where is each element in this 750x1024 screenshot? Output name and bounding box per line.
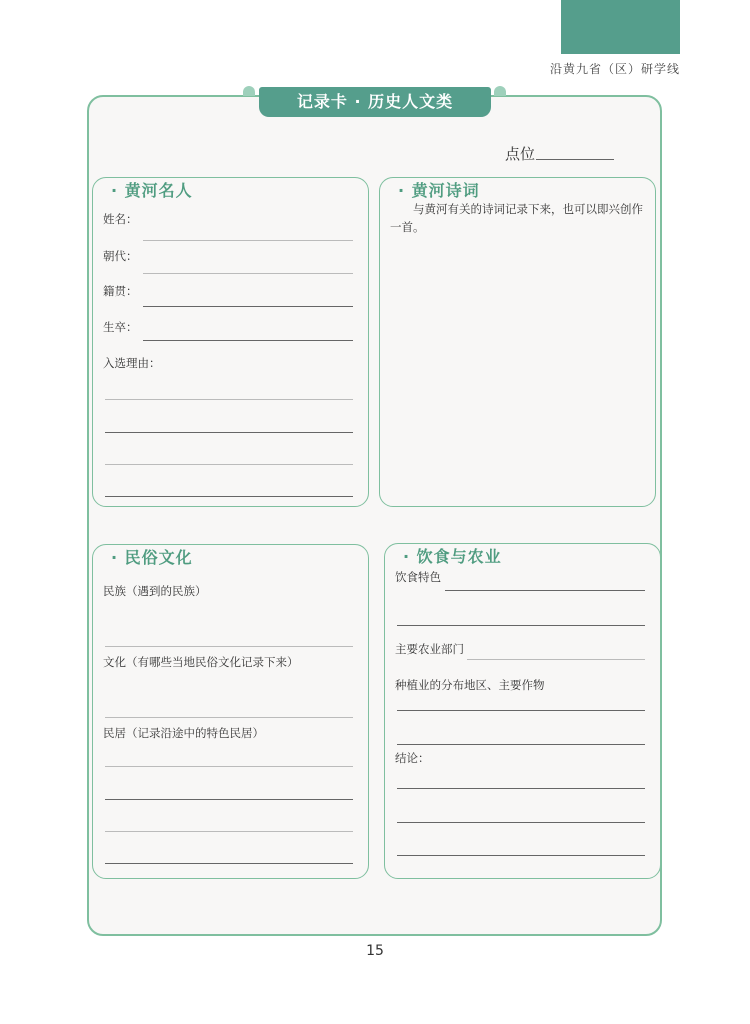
name-label: 姓名： xyxy=(103,212,138,226)
poetry-title: · 黄河诗词 xyxy=(398,181,480,200)
life-label: 生卒： xyxy=(103,320,138,334)
ethnic-label: 民族（遇到的民族） xyxy=(103,584,207,598)
name-input-line[interactable] xyxy=(143,240,353,241)
food-feature-label: 饮食特色 xyxy=(395,570,441,584)
agri-input-line[interactable] xyxy=(467,659,645,660)
point-label: 点位 xyxy=(505,145,536,163)
food-feature-line-2[interactable] xyxy=(397,625,645,626)
origin-label: 籍贯： xyxy=(103,284,138,298)
famous-people-title: · 黄河名人 xyxy=(111,181,193,200)
dynasty-label: 朝代： xyxy=(103,249,138,263)
point-input-line[interactable] xyxy=(536,159,614,160)
title-tab-ear-left xyxy=(243,86,255,96)
planting-line-2[interactable] xyxy=(397,744,645,745)
conclusion-label: 结论： xyxy=(395,751,430,765)
series-title: 沿黄九省（区）研学线 xyxy=(549,62,680,76)
residence-label: 民居（记录沿途中的特色民居） xyxy=(103,726,264,740)
planting-line-1[interactable] xyxy=(397,710,645,711)
reason-label: 入选理由： xyxy=(103,356,161,370)
life-input-line[interactable] xyxy=(143,340,353,341)
residence-line-2[interactable] xyxy=(105,799,353,800)
food-feature-line-1[interactable] xyxy=(445,590,645,591)
record-card-title: 记录卡 · 历史人文类 xyxy=(259,87,491,117)
famous-people-card xyxy=(92,177,369,507)
conclusion-line-1[interactable] xyxy=(397,788,645,789)
dynasty-input-line[interactable] xyxy=(143,273,353,274)
poetry-card xyxy=(379,177,656,507)
food-agriculture-card xyxy=(384,543,661,879)
reason-line-1[interactable] xyxy=(105,399,353,400)
reason-line-3[interactable] xyxy=(105,464,353,465)
page-number: 15 xyxy=(366,943,384,959)
title-tab-ear-right xyxy=(494,86,506,96)
folk-culture-title: · 民俗文化 xyxy=(111,548,193,567)
culture-input-line[interactable] xyxy=(105,717,353,718)
poetry-instruction: 与黄河有关的诗词记录下来，也可以即兴创作一首。 xyxy=(390,202,643,234)
reason-line-4[interactable] xyxy=(105,496,353,497)
planting-label: 种植业的分布地区、主要作物 xyxy=(395,678,545,692)
ethnic-input-line[interactable] xyxy=(105,646,353,647)
residence-line-4[interactable] xyxy=(105,863,353,864)
residence-line-3[interactable] xyxy=(105,831,353,832)
agri-label: 主要农业部门 xyxy=(395,642,464,656)
reason-line-2[interactable] xyxy=(105,432,353,433)
conclusion-line-2[interactable] xyxy=(397,822,645,823)
residence-line-1[interactable] xyxy=(105,766,353,767)
food-agriculture-title: · 饮食与农业 xyxy=(403,547,502,566)
conclusion-line-3[interactable] xyxy=(397,855,645,856)
corner-tab xyxy=(561,0,680,54)
origin-input-line[interactable] xyxy=(143,306,353,307)
folk-culture-card xyxy=(92,544,369,879)
culture-label: 文化（有哪些当地民俗文化记录下来） xyxy=(103,655,299,669)
